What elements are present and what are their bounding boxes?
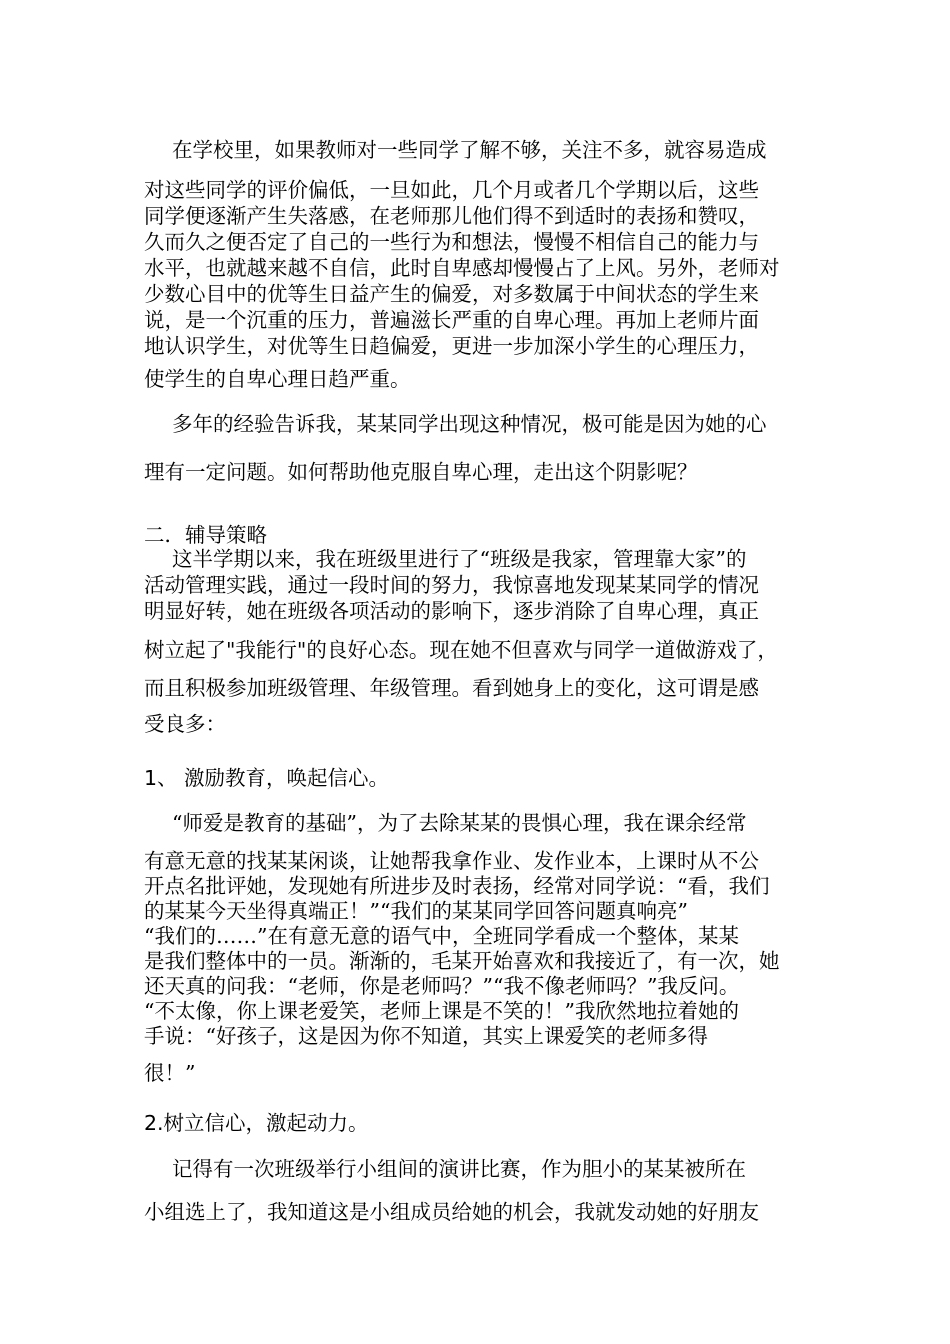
text-line: 少数心目中的优等生日益产生的偏爱，对多数属于中间状态的学生来 bbox=[144, 282, 759, 306]
text-line: 手说：“好孩子，这是因为你不知道，其实上课爱笑的老师多得 bbox=[144, 1024, 708, 1048]
text-line: 记得有一次班级举行小组间的演讲比赛，作为胆小的某某被所在 bbox=[172, 1157, 746, 1181]
text-line: 开点名批评她，发现她有所进步及时表扬，经常对同学说：“看，我们 bbox=[144, 874, 770, 898]
text-line: 受良多： bbox=[144, 712, 226, 736]
subheading-2: 2.树立信心，激起动力。 bbox=[144, 1111, 369, 1135]
text-line: 这半学期以来，我在班级里进行了“班级是我家，管理靠大家”的 bbox=[172, 547, 747, 571]
text-line: 很！” bbox=[144, 1061, 196, 1085]
text-line: 久而久之便否定了自己的一些行为和想法，慢慢不相信自己的能力与 bbox=[144, 230, 759, 254]
text-line: “师爱是教育的基础”，为了去除某某的畏惧心理，我在课余经常 bbox=[172, 811, 747, 835]
text-line: 还天真的问我：“老师，你是老师吗？”“我不像老师吗？”我反问。 bbox=[144, 974, 740, 998]
text-line: 而且积极参加班级管理、年级管理。看到她身上的变化，这可谓是感 bbox=[144, 676, 759, 700]
text-line: 的某某今天坐得真端正！”“我们的某某同学回答问题真响亮” bbox=[144, 899, 688, 923]
subheading-1: 1、 激励教育，唤起信心。 bbox=[144, 766, 390, 790]
text-line: 多年的经验告诉我，某某同学出现这种情况，极可能是因为她的心 bbox=[172, 412, 767, 436]
text-line: 地认识学生，对优等生日趋偏爱，更进一步加深小学生的心理压力， bbox=[144, 334, 759, 358]
text-line: “不太像，你上课老爱笑，老师上课是不笑的！”我欣然地拉着她的 bbox=[144, 999, 739, 1023]
text-line: 有意无意的找某某闲谈，让她帮我拿作业、发作业本，上课时从不公 bbox=[144, 849, 759, 873]
text-line: 在学校里，如果教师对一些同学了解不够，关注不多，就容易造成 bbox=[172, 138, 767, 162]
text-line: 理有一定问题。如何帮助他克服自卑心理，走出这个阴影呢？ bbox=[144, 460, 698, 484]
text-line: 树立起了"我能行"的良好心态。现在她不但喜欢与同学一道做游戏了， bbox=[144, 638, 778, 662]
text-line: 使学生的自卑心理日趋严重。 bbox=[144, 367, 411, 391]
section-heading: 二．辅导策略 bbox=[144, 523, 267, 547]
text-line: 同学便逐渐产生失落感，在老师那儿他们得不到适时的表扬和赞叹， bbox=[144, 204, 759, 228]
text-line: 小组选上了，我知道这是小组成员给她的机会，我就发动她的好朋友 bbox=[144, 1200, 759, 1224]
text-line: 明显好转，她在班级各项活动的影响下，逐步消除了自卑心理，真正 bbox=[144, 599, 759, 623]
text-line: “我们的……”在有意无意的语气中，全班同学看成一个整体，某某 bbox=[144, 924, 739, 948]
text-line: 是我们整体中的一员。渐渐的，毛某开始喜欢和我接近了，有一次，她 bbox=[144, 949, 780, 973]
text-line: 说，是一个沉重的压力，普遍滋长严重的自卑心理。再加上老师片面 bbox=[144, 308, 759, 332]
text-line: 对这些同学的评价偏低，一旦如此，几个月或者几个学期以后，这些 bbox=[144, 178, 759, 202]
text-line: 活动管理实践，通过一段时间的努力，我惊喜地发现某某同学的情况 bbox=[144, 573, 759, 597]
text-line: 水平，也就越来越不自信，此时自卑感却慢慢占了上风。另外，老师对 bbox=[144, 256, 780, 280]
